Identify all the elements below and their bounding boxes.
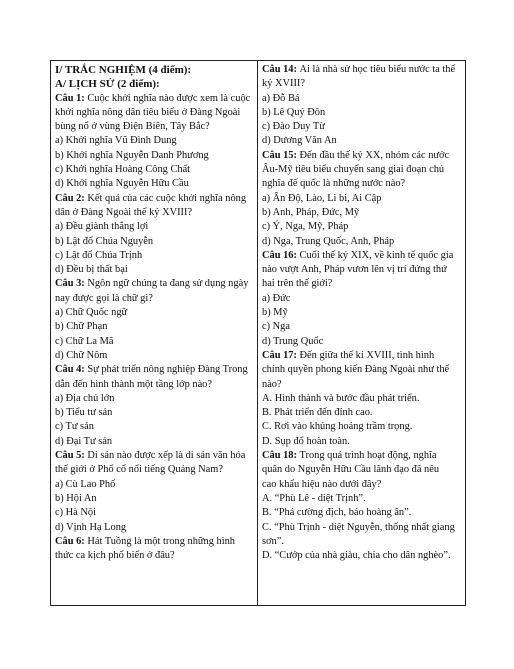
line-text: dân ở Đàng Ngoài thế kỷ XVIII?: [55, 206, 193, 218]
section-title: I/ TRẮC NGHIỆM (4 điểm):: [55, 64, 192, 76]
text-line: [55, 392, 254, 406]
line-text: B. Phát triển đến đỉnh cao.: [262, 407, 373, 419]
question-number: Câu 2:: [55, 192, 88, 204]
line-text: C. “Phù Trịnh - diệt Nguyễn, thống nhất giang: [262, 521, 455, 533]
text-line: [262, 549, 462, 563]
line-text: B. “Phá cường địch, báo hoàng ân”.: [262, 507, 412, 519]
text-line: [55, 492, 254, 506]
line-text: D. “Cướp của nhà giàu, chia cho dân nghèo”.: [262, 550, 451, 562]
line-text: b) Tiểu tư sản: [55, 407, 113, 419]
line-text: c) Lật đổ Chúa Trịnh: [55, 249, 143, 261]
text-line: [55, 420, 254, 434]
text-line: [55, 335, 254, 349]
line-text: thế giới ở Phố cổ nổi tiếng Quảng Nam?: [55, 464, 223, 476]
text-line: [55, 506, 254, 520]
text-line: [262, 535, 462, 549]
question-number: Câu 16:: [262, 249, 300, 261]
text-line: [262, 463, 462, 477]
line-text: a) Chữ Quốc ngữ: [55, 307, 128, 319]
line-text: a) Ấn Độ, Lào, Li bi, Ai Cập: [262, 192, 382, 204]
text-line: [262, 363, 462, 377]
line-text: b) Hội An: [55, 492, 97, 504]
text-line: [55, 292, 254, 306]
text-line: [262, 149, 462, 163]
question-number: Câu 3:: [55, 278, 88, 290]
right-column: [258, 61, 465, 605]
line-text: Trong quá trình hoạt động, nghĩa: [299, 450, 437, 462]
line-text: b) Anh, Pháp, Đức, Mỹ: [262, 206, 360, 218]
question-number: Câu 17:: [262, 349, 300, 361]
line-text: b) Lật đổ Chúa Nguyễn: [55, 235, 154, 247]
line-text: C. Rơi vào khủng hoảng trầm trọng.: [262, 421, 413, 433]
text-line: [262, 163, 462, 177]
text-line: [262, 335, 462, 349]
line-text: c) Tư sản: [55, 421, 94, 433]
text-line: [55, 192, 254, 206]
text-line: [55, 406, 254, 420]
text-line: [262, 77, 462, 91]
text-line: [262, 306, 462, 320]
text-line: [55, 206, 254, 220]
line-text: d) Đại Tư sản: [55, 435, 113, 447]
line-text: nào?: [262, 378, 282, 390]
text-line: [55, 463, 254, 477]
text-line: [262, 492, 462, 506]
text-line: [55, 249, 254, 263]
quiz-table: [50, 60, 466, 606]
text-line: [262, 134, 462, 148]
text-line: [55, 92, 254, 106]
text-line: [262, 406, 462, 420]
line-text: A. Hình thành và bước đầu phát triển.: [262, 392, 420, 404]
line-text: c) Đào Duy Từ: [262, 121, 325, 133]
text-line: [262, 206, 462, 220]
text-line: [262, 420, 462, 434]
text-line: [262, 378, 462, 392]
text-line: [55, 478, 254, 492]
line-text: a) Đều giành thắng lợi: [55, 221, 149, 233]
text-line: [55, 134, 254, 148]
line-text: nay được gọi là chữ gì?: [55, 292, 153, 304]
text-line: [55, 263, 254, 277]
text-line: [262, 263, 462, 277]
line-text: Ngôn ngữ chúng ta đang sử dụng ngày: [87, 278, 249, 290]
text-line: [262, 449, 462, 463]
text-line: [55, 306, 254, 320]
text-line: [55, 320, 254, 334]
line-text: a) Khởi nghĩa Vũ Đình Dung: [55, 135, 177, 147]
line-text: A. “Phù Lê - diệt Trịnh”.: [262, 492, 366, 504]
text-line: [262, 478, 462, 492]
right-questions: [262, 63, 462, 563]
line-text: Hát Tuồng là một trong những hình: [87, 535, 235, 547]
text-line: [55, 435, 254, 449]
line-text: kỷ XVIII?: [262, 78, 305, 90]
text-line: [262, 120, 462, 134]
text-line: [262, 392, 462, 406]
text-line: [262, 220, 462, 234]
line-text: a) Đỗ Bá: [262, 92, 300, 104]
question-number: Câu 5:: [55, 450, 88, 462]
text-line: [262, 292, 462, 306]
line-text: c) Chữ La Mã: [55, 335, 114, 347]
line-text: d) Vịnh Hạ Long: [55, 521, 127, 533]
text-line: [55, 106, 254, 120]
left-questions: [55, 92, 254, 564]
line-text: c) Hà Nội: [55, 507, 96, 519]
text-line: [55, 521, 254, 535]
question-number: Câu 15:: [262, 149, 300, 161]
line-text: Ai là nhà sử học tiêu biểu nước ta thế: [299, 64, 456, 75]
line-text: a) Đức: [262, 292, 291, 304]
line-text: a) Cù Lao Phố: [55, 478, 116, 490]
line-text: thức ca kịch phổ biến ở đâu?: [55, 550, 175, 562]
subsection-title: A/ LỊCH SỬ (2 điểm):: [55, 78, 160, 91]
text-line: [262, 192, 462, 206]
line-text: b) Mỹ: [262, 307, 288, 319]
text-line: [55, 220, 254, 234]
text-line: [55, 363, 254, 377]
line-text: b) Lê Quý Đôn: [262, 106, 326, 118]
question-number: Câu 18:: [262, 450, 300, 462]
line-text: c) Ý, Nga, Mỹ, Pháp: [262, 221, 349, 233]
text-line: [262, 235, 462, 249]
text-line: [55, 277, 254, 291]
line-text: cao khẩu hiệu nào dưới đây?: [262, 478, 382, 490]
line-text: hai trên thế giới?: [262, 278, 333, 290]
line-text: c) Khởi nghĩa Hoàng Công Chất: [55, 164, 191, 176]
question-number: Câu 4:: [55, 364, 88, 376]
text-line: [262, 106, 462, 120]
line-text: d) Nga, Trung Quốc, Anh, Pháp: [262, 235, 395, 247]
text-line: [262, 506, 462, 520]
line-text: nào vượt Anh, Pháp vươn lên vị trí đứng thứ: [262, 264, 447, 276]
text-line: [262, 349, 462, 363]
line-text: Đến đầu thế kỷ XX, nhóm các nước: [299, 149, 450, 161]
text-line: [55, 535, 254, 549]
text-line: [55, 378, 254, 392]
text-line: [55, 449, 254, 463]
text-line: [55, 120, 254, 134]
line-text: d) Dương Văn An: [262, 135, 337, 147]
line-text: d) Chữ Nôm: [55, 349, 108, 361]
question-number: Câu 14:: [262, 64, 300, 75]
line-text: d) Khởi nghĩa Nguyễn Hữu Cầu: [55, 178, 189, 190]
line-text: d) Đều bị thất bại: [55, 264, 128, 276]
line-text: Cuộc khởi nghĩa nào được xem là cuộc: [87, 92, 251, 104]
line-text: b) Khởi nghĩa Nguyễn Danh Phương: [55, 149, 209, 161]
line-text: quân do Nguyễn Hữu Cầu lãnh đạo đã nêu: [262, 464, 440, 476]
line-text: Cuối thế kỷ XIX, về kinh tế quốc gia: [299, 249, 454, 261]
line-text: nghĩa đế quốc là những nước nào?: [262, 178, 406, 190]
question-number: Câu 1:: [55, 92, 88, 104]
text-line: [262, 177, 462, 191]
text-line: [262, 277, 462, 291]
text-line: [262, 92, 462, 106]
line-text: Đến giữa thế kỉ XVIII, tình hình: [299, 349, 435, 361]
left-column: [51, 61, 258, 605]
line-text: d) Trung Quốc: [262, 335, 324, 347]
text-line: [55, 163, 254, 177]
line-text: a) Địa chủ lớn: [55, 392, 115, 404]
line-text: sơn”.: [262, 535, 284, 547]
text-line: [55, 349, 254, 363]
text-line: [262, 435, 462, 449]
line-text: b) Chữ Phạn: [55, 321, 108, 333]
text-line: [55, 149, 254, 163]
line-text: bùng nổ ở vùng Điện Biên, Tây Bắc?: [55, 121, 210, 133]
line-text: chính quyền phong kiến Đàng Ngoài như thế: [262, 364, 450, 376]
text-line: [262, 249, 462, 263]
line-text: c) Nga: [262, 321, 290, 333]
text-line: [55, 235, 254, 249]
question-number: Câu 6:: [55, 535, 88, 547]
line-text: Âu-Mỹ tiêu biểu chuyển sang giai đoạn chủ: [262, 164, 445, 176]
text-line: [55, 177, 254, 191]
text-line: [55, 549, 254, 563]
text-line: [262, 63, 462, 77]
text-line: [262, 320, 462, 334]
line-text: khởi nghĩa nông dân tiêu biểu ở Đàng Ngoài: [55, 106, 241, 118]
line-text: Sự phát triển nông nghiệp Đàng Trong: [87, 364, 248, 376]
text-line: [262, 521, 462, 535]
line-text: Di sản nào được xếp là di sản văn hóa: [87, 450, 246, 462]
line-text: Kết quả của các cuộc khởi nghĩa nông: [87, 192, 247, 204]
line-text: D. Sụp đổ hoàn toàn.: [262, 435, 350, 447]
line-text: dẫn đến hình thành một tầng lớp nào?: [55, 378, 212, 390]
